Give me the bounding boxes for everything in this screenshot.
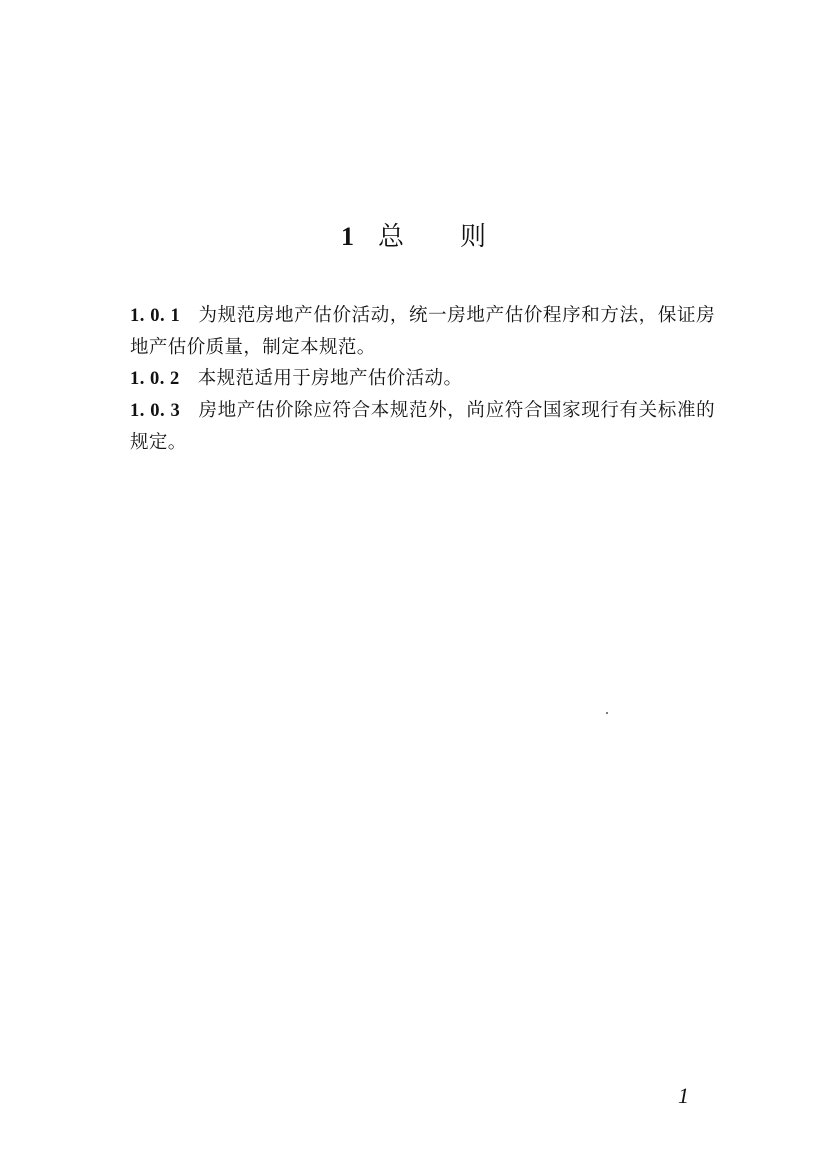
clause-number: 1. 0. 2 (130, 369, 180, 389)
clause-text: 为规范房地产估价活动，统一房地产估价程序和方法，保证房地产估价质量，制定本规范。 (130, 305, 715, 358)
scan-speck (606, 712, 608, 714)
clause-number: 1. 0. 3 (130, 401, 181, 421)
clause-text: 房地产估价除应符合本规范外，尚应符合国家现行有关标准的规定。 (130, 400, 715, 453)
chapter-title-char-2: 则 (460, 222, 487, 252)
clause-text: 本规范适用于房地产估价活动。 (197, 368, 463, 389)
clause-1-0-3 (130, 395, 715, 458)
chapter-title-char-1: 总 (377, 222, 404, 252)
clause-list (130, 300, 715, 458)
page-number: 1 (678, 1083, 689, 1108)
clause-1-0-2 (130, 363, 715, 395)
clause-number: 1. 0. 1 (130, 306, 181, 326)
chapter-title (0, 220, 827, 254)
chapter-number: 1 (340, 222, 354, 251)
clause-1-0-1 (130, 300, 715, 363)
